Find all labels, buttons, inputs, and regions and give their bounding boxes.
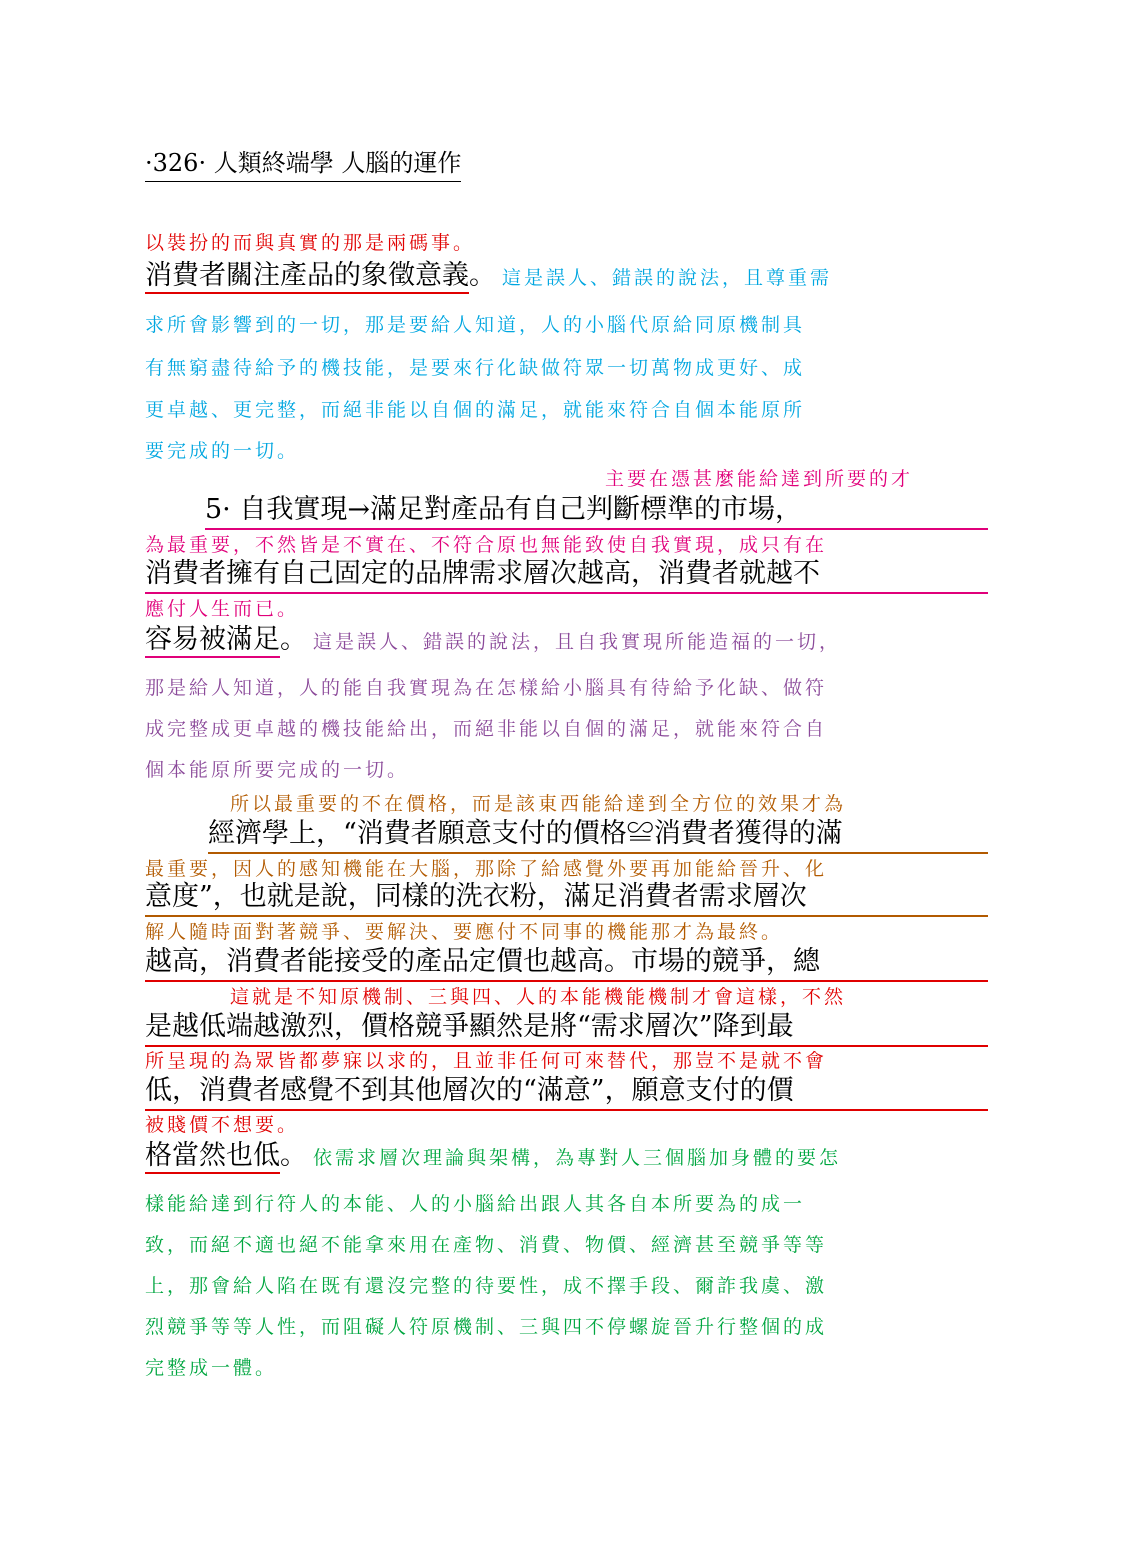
annotation-line: 應付人生而已。 [145,598,300,620]
annotation-line: 致，而絕不適也絕不能拿來用在產物、消費、物價、經濟甚至競爭等等 [145,1234,828,1256]
annotation-line: 成完整成更卓越的機技能給出，而絕非能以自個的滿足，就能來符合自 [145,718,828,740]
annotation-line: 有無窮盡待給予的機技能，是要來行化缺做符眾一切萬物成更好、成 [145,357,806,379]
underline-rule [208,852,988,854]
underline-rule [145,592,988,594]
annotation-line: 那是給人知道，人的能自我實現為在怎樣給小腦具有待給予化缺、做符 [145,677,828,699]
main-text-line: 越高，消費者能接受的產品定價也越高。市場的競爭，總 [145,946,820,977]
underlined-phrase: 格當然也低 [145,1140,280,1174]
annotation-line: 上，那會給人陷在既有還沒完整的待要性，成不擇手段、爾詐我虞、激 [145,1275,828,1297]
inline-annotation: 這是誤人、錯誤的說法，且尊重需 [502,267,833,289]
annotation-line: 所以最重要的不在價格，而是該東西能給達到全方位的效果才為 [230,793,847,815]
main-text-line [145,1138,990,1174]
underline-rule [145,980,988,982]
underline-rule [205,528,988,530]
annotation-line: 完整成一體。 [145,1357,278,1379]
main-text-line: 經濟學上，“消費者願意支付的價格≌消費者獲得的滿 [208,818,843,849]
punctuation: 。 [280,1140,307,1171]
annotation-line: 最重要，因人的感知機能在大腦，那除了給感覺外要再加能給晉升、化 [145,858,828,880]
annotation-line: 更卓越、更完整，而絕非能以自個的滿足，就能來符合自個本能原所 [145,399,806,421]
punctuation: 。 [469,260,496,291]
inline-annotation: 依需求層次理論與架構，為專對人三個腦加身體的要怎 [313,1147,842,1169]
annotation-line: 解人隨時面對著競爭、要解決、要應付不同事的機能那才為最終。 [145,921,784,943]
main-text-line: 5· 自我實現→滿足對產品有自己判斷標準的市場， [205,494,802,525]
annotation-line: 樣能給達到行符人的本能、人的小腦給出跟人其各自本所要為的成一 [145,1193,806,1215]
main-text-line: 低，消費者感覺不到其他層次的“滿意”，願意支付的價 [145,1075,794,1106]
underline-rule [145,1109,988,1111]
underlined-phrase: 消費者關注產品的象徵意義 [145,260,469,294]
annotation-line: 求所會影響到的一切，那是要給人知道，人的小腦代原給同原機制具 [145,314,806,336]
annotation-line: 主要在憑甚麼能給達到所要的才 [605,468,914,490]
annotation-line: 所呈現的為眾皆都夢寐以求的，且並非任何可來替代，那豈不是就不會 [145,1050,828,1072]
main-text-line: 是越低端越激烈，價格競爭顯然是將“需求層次”降到最 [145,1011,794,1042]
annotation-line: 烈競爭等等人性，而阻礙人符原機制、三與四不停螺旋晉升行整個的成 [145,1316,828,1338]
main-text-line: 意度”，也就是說，同樣的洗衣粉，滿足消費者需求層次 [145,881,807,912]
inline-annotation: 這是誤人、錯誤的說法，且自我實現所能造福的一切， [313,631,842,653]
annotation-line: 要完成的一切。 [145,440,300,462]
annotation-line: 個本能原所要完成的一切。 [145,759,410,781]
annotation-line: 被賤價不想要。 [145,1114,300,1136]
main-text-line [145,258,990,294]
running-header: ·326· 人類終端學 人腦的運作 [145,148,461,182]
underline-rule [145,1045,988,1047]
main-text-line [145,622,990,658]
underlined-phrase: 容易被滿足 [145,624,280,658]
main-text-line: 消費者擁有自己固定的品牌需求層次越高，消費者就越不 [145,558,820,589]
annotation-line: 這就是不知原機制、三與四、人的本能機能機制才會這樣，不然 [230,986,847,1008]
annotation-line: 為最重要，不然皆是不實在、不符合原也無能致使自我實現，成只有在 [145,534,828,556]
annotation-line: 以裝扮的而與真實的那是兩碼事。 [145,232,476,254]
underline-rule [145,915,988,917]
punctuation: 。 [280,624,307,655]
